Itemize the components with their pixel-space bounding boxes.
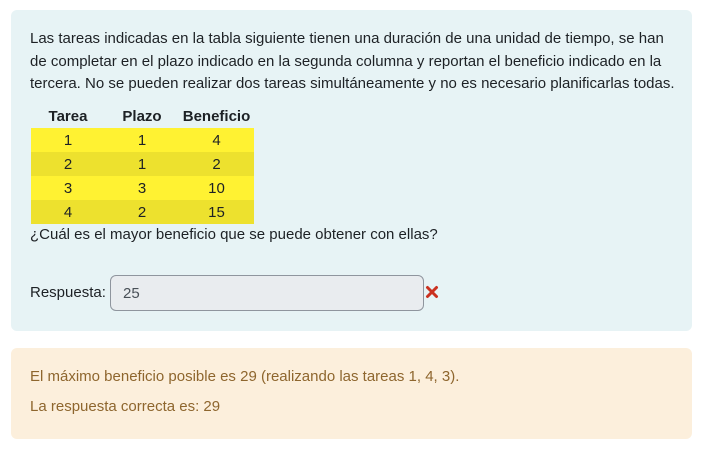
column-header-plazo: Plazo [122, 107, 162, 125]
table-cell: 15 [179, 200, 254, 224]
table-row [31, 152, 254, 176]
table-row [31, 128, 254, 152]
feedback-panel [11, 348, 692, 439]
answer-input[interactable] [110, 275, 424, 311]
column-header-beneficio: Beneficio [182, 107, 251, 125]
table-cell: 1 [105, 128, 179, 152]
question-text: Las tareas indicadas en la tabla siguiente tienen una duración de una unidad de tiempo, se han de completar en el plazo indicado en la segunda columna y reportan el beneficio indicado en la tercera. No se pueden realizar dos tareas simultáneamente y no es necesario planificarlas todas. [30, 30, 675, 92]
table-cell: 2 [105, 200, 179, 224]
table-cell: 1 [31, 128, 105, 152]
question-prompt: ¿Cuál es el mayor beneficio que se puede obtener con ellas? [30, 226, 438, 243]
table-cell: 4 [179, 128, 254, 152]
general-feedback: El máximo beneficio posible es 29 (realizando las tareas 1, 4, 3). [30, 368, 460, 385]
table-cell: 3 [31, 176, 105, 200]
column-header-tarea: Tarea [48, 107, 88, 125]
table-header-row [31, 104, 254, 128]
table-cell: 2 [179, 152, 254, 176]
table-cell: 4 [31, 200, 105, 224]
table-cell: 1 [105, 152, 179, 176]
question-panel [11, 10, 692, 331]
answer-label: Respuesta: [30, 284, 106, 301]
table-row [31, 176, 254, 200]
incorrect-x-icon [425, 284, 439, 300]
table-cell: 2 [31, 152, 105, 176]
table-cell: 3 [105, 176, 179, 200]
table-row [31, 200, 254, 224]
table-cell: 10 [179, 176, 254, 200]
task-table [31, 104, 254, 224]
correct-answer-text: La respuesta correcta es: 29 [30, 398, 221, 415]
